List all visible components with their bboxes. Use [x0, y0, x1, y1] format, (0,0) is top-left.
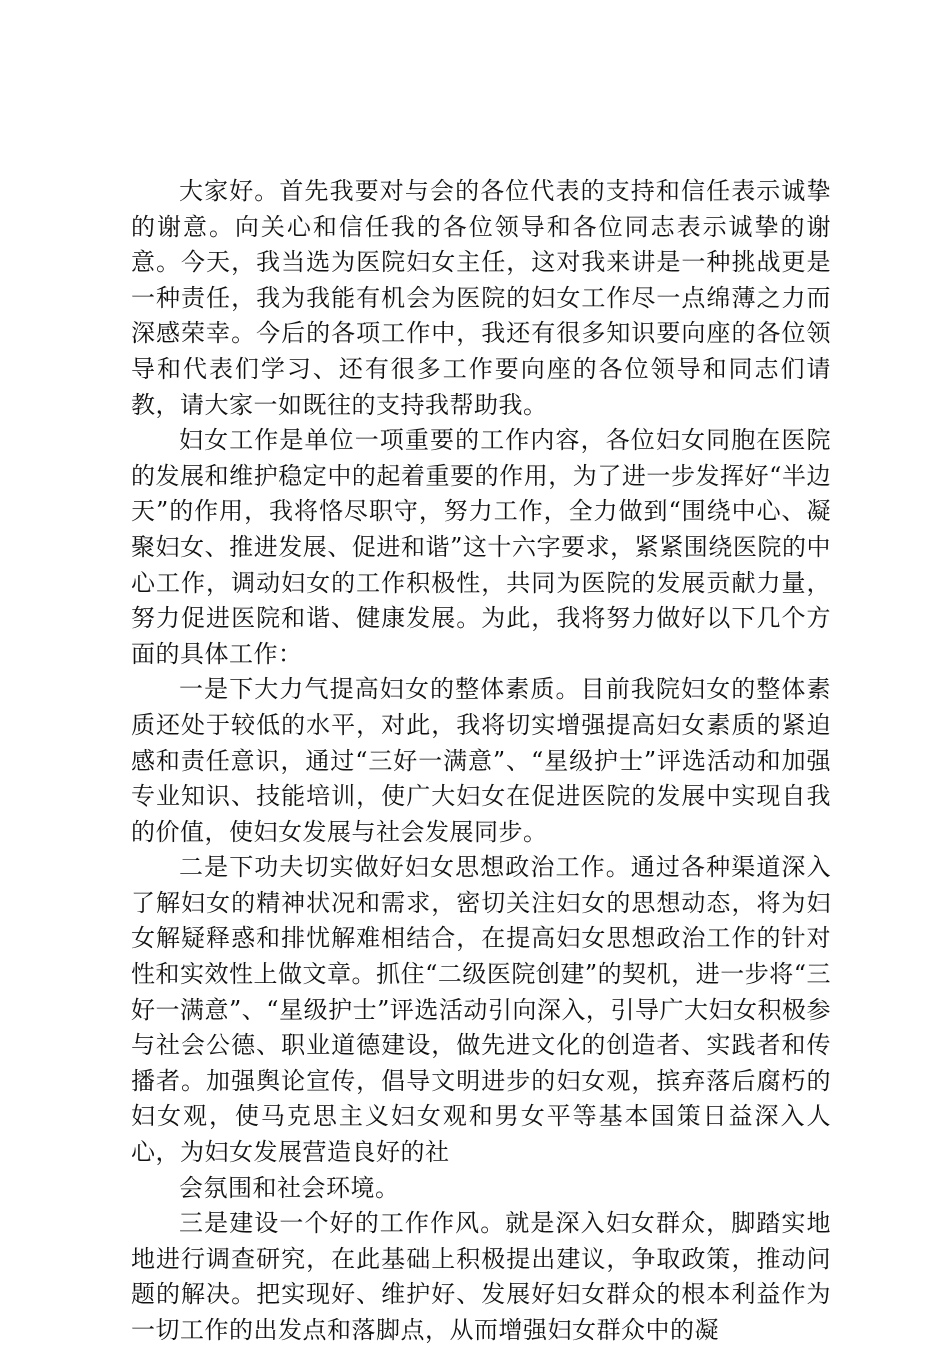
paragraph-overview: 妇女工作是单位一项重要的工作内容，各位妇女同胞在医院的发展和维护稳定中的起着重要的作用，为了进一步发挥好“半边天”的作用，我将恪尽职守，努力工作，全力做到“围绕中心、凝聚妇女、推进发展、促进和谐”这十六字要求，紧紧围绕医院的中心工作，调动妇女的工作积极性，共同为医院的发展贡献力量，努力促进医院和谐、健康发展。为此，我将努力做好以下几个方面的具体工作： [131, 426, 831, 668]
paragraph-point-three: 三是建设一个好的工作作风。就是深入妇女群众，脚踏实地地进行调查研究，在此基础上积极提出建议，争取政策，推动问题的解决。把实现好、维护好、发展好妇女群众的根本利益作为一切工作的出发点和落脚点，从而增强妇女群众中的凝 [131, 1209, 831, 1344]
paragraph-point-two: 二是下功夫切实做好妇女思想政治工作。通过各种渠道深入了解妇女的精神状况和需求，密切关注妇女的思想动态，将为妇女解疑释惑和排忧解难相结合，在提高妇女思想政治工作的针对性和实效性上做文章。抓住“二级医院创建”的契机，进一步将“三好一满意”、“星级护士”评选活动引向深入，引导广大妇女积极参与社会公德、职业道德建设，做先进文化的创造者、实践者和传播者。加强舆论宣传，倡导文明进步的妇女观，摈弃落后腐朽的妇女观，使马克思主义妇女观和男女平等基本国策日益深入人心，为妇女发展营造良好的社 [131, 853, 831, 1167]
paragraph-greeting: 大家好。首先我要对与会的各位代表的支持和信任表示诚挚的谢意。向关心和信任我的各位领导和各位同志表示诚挚的谢意。今天，我当选为医院妇女主任，这对我来讲是一种挑战更是一种责任，我为我能有机会为医院的妇女工作尽一点绵薄之力而深感荣幸。今后的各项工作中，我还有很多知识要向座的各位领导和代表们学习、还有很多工作要向座的各位领导和同志们请教，请大家一如既往的支持我帮助我。 [131, 177, 831, 419]
document-body [131, 174, 831, 1349]
paragraph-point-one: 一是下大力气提高妇女的整体素质。目前我院妇女的整体素质还处于较低的水平，对此，我将切实增强提高妇女素质的紧迫感和责任意识，通过“三好一满意”、“星级护士”评选活动和加强专业知识、技能培训，使广大妇女在促进医院的发展中实现自我的价值，使妇女发展与社会发展同步。 [131, 675, 831, 846]
paragraph-point-two-continued: 会氛围和社会环境。 [179, 1173, 400, 1202]
